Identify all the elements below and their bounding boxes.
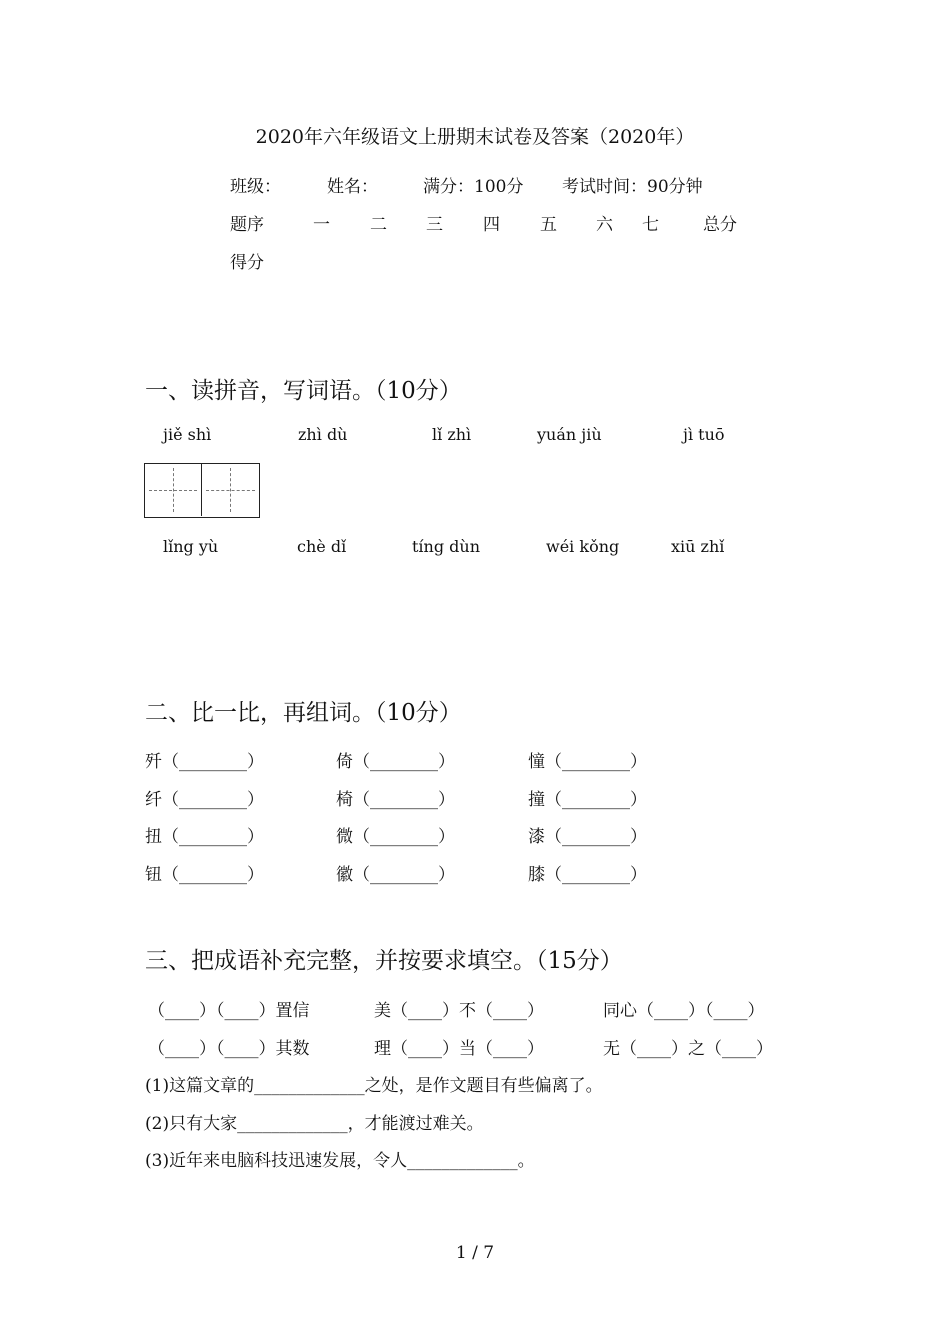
compare-item: 钮（________） <box>145 865 264 885</box>
pinyin-6: lǐng yù <box>163 537 219 556</box>
pinyin-1: jiě shì <box>163 425 212 444</box>
sentence-2: (2)只有大家_____________，才能渡过难关。 <box>145 1114 484 1134</box>
score-col-6: 六 <box>596 215 613 235</box>
pinyin-10: xiū zhǐ <box>671 537 725 556</box>
compare-item: 徽（________） <box>336 865 455 885</box>
score-col-2: 二 <box>370 215 387 235</box>
section2-title: 二、比一比，再组词。（10分） <box>145 700 462 726</box>
pinyin-2: zhì dù <box>298 425 348 444</box>
score-col-total: 总分 <box>703 215 737 235</box>
compare-item: 憧（________） <box>528 752 647 772</box>
pinyin-8: tíng dùn <box>412 537 481 556</box>
idiom-item: 美（____）不（____） <box>374 1001 544 1021</box>
compare-item: 歼（________） <box>145 752 264 772</box>
score-row-label: 得分 <box>230 253 264 273</box>
pinyin-5: jì tuō <box>683 425 725 444</box>
compare-item: 撞（________） <box>528 790 647 810</box>
sentence-1: (1)这篇文章的_____________之处，是作文题目有些偏离了。 <box>145 1076 603 1096</box>
compare-item: 倚（________） <box>336 752 455 772</box>
score-col-1: 一 <box>313 215 330 235</box>
writing-grid-cell[interactable] <box>202 464 259 516</box>
score-col-5: 五 <box>540 215 557 235</box>
score-col-7: 七 <box>642 215 659 235</box>
compare-item: 纤（________） <box>145 790 264 810</box>
exam-time: 考试时间：90分钟 <box>562 177 703 197</box>
idiom-item: 无（____）之（____） <box>603 1039 773 1059</box>
page-number: 1 / 7 <box>455 1243 495 1263</box>
idiom-item: 理（____）当（____） <box>374 1039 544 1059</box>
score-table-header-label: 题序 <box>230 215 264 235</box>
compare-item: 微（________） <box>336 827 455 847</box>
pinyin-7: chè dǐ <box>297 537 347 556</box>
class-label: 班级： <box>230 177 281 197</box>
compare-item: 漆（________） <box>528 827 647 847</box>
full-score: 满分：100分 <box>423 177 524 197</box>
page-title: 2020年六年级语文上册期末试卷及答案（2020年） <box>255 126 695 148</box>
name-label: 姓名： <box>327 177 378 197</box>
compare-item: 膝（________） <box>528 865 647 885</box>
pinyin-9: wéi kǒng <box>546 537 620 556</box>
score-col-4: 四 <box>483 215 500 235</box>
writing-grid-cell[interactable] <box>145 464 202 516</box>
compare-item: 扭（________） <box>145 827 264 847</box>
section3-title: 三、把成语补充完整，并按要求填空。（15分） <box>145 948 623 974</box>
idiom-item: （____）（____）置信 <box>148 1001 310 1021</box>
sentence-3: (3)近年来电脑科技迅速发展，令人_____________。 <box>145 1151 535 1171</box>
pinyin-4: yuán jiù <box>537 425 602 444</box>
section1-title: 一、读拼音，写词语。（10分） <box>145 378 462 404</box>
compare-item: 椅（________） <box>336 790 455 810</box>
pinyin-3: lǐ zhì <box>432 425 472 444</box>
idiom-item: 同心（____）（____） <box>603 1001 765 1021</box>
idiom-item: （____）（____）其数 <box>148 1039 310 1059</box>
score-col-3: 三 <box>426 215 443 235</box>
writing-grid[interactable] <box>144 463 260 518</box>
